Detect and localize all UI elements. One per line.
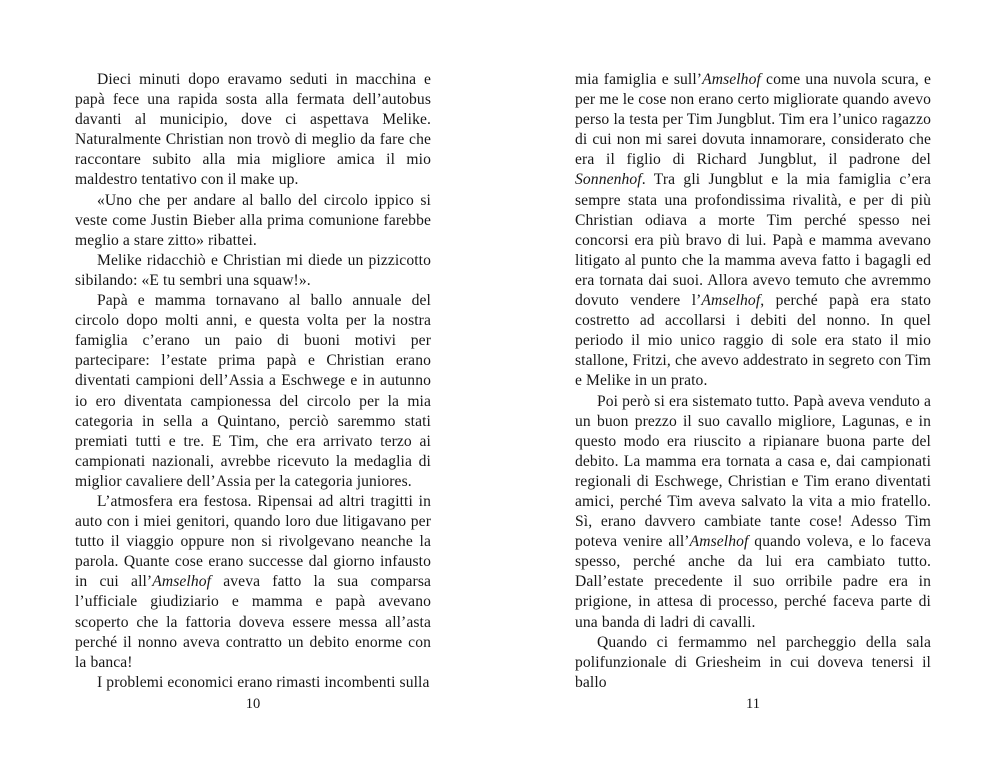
- text-run: . Tra gli Jungblut e la mia famiglia c’era sempre stata una profondissima rivalità, e per di più Christian odiava a morte Tim perché spesso nei concorsi era più bravo di lui. Papà e mamma avevano litigato al punto che la mamma aveva fatto i bagagli ed era tornata dai suoi. Allora avevo temuto che avremmo dovuto vendere l’: [575, 171, 931, 310]
- right-page-text: [575, 70, 931, 693]
- text-run: come una nuvola scura, e per me le cose non erano certo migliorate quando avevo perso la testa per Tim Jungblut. Tim era l’unico ragazzo di cui non mi sarei dovuta innamorare, considerato che era il figlio di Richard Jungblut, il padrone del: [575, 71, 932, 169]
- text-run: quando voleva, e lo faceva spesso, perché anche da lui era cambiato tutto. Dall’estate precedente il suo orribile padre era in prigione, in attesa di processo, perché faceva parte di una banda di ladri di cavalli.: [575, 533, 931, 631]
- paragraph: [75, 251, 431, 291]
- italic-text-run: Amselhof: [689, 533, 749, 551]
- left-page-text: [75, 70, 431, 693]
- paragraph: [575, 633, 931, 693]
- right-page-number: 11: [746, 696, 760, 712]
- text-run: Dieci minuti dopo eravamo seduti in macchina e papà fece una rapida sosta alla fermata dell’autobus davanti al municipio, dove ci aspettava Melike. Naturalmente Christian non trovò di meglio da fare che raccontare subito alla mia migliore amica il mio maldestro tentativo con il make up.: [75, 71, 431, 189]
- paragraph: [75, 673, 431, 693]
- paragraph: [75, 291, 431, 492]
- text-run: «Uno che per andare al ballo del circolo ippico si veste come Justin Bieber alla prima comunione farebbe meglio a stare zitto» ribattei.: [75, 191, 431, 249]
- text-run: L’atmosfera era festosa. Ripensai ad altri tragitti in auto con i miei genitori, quando loro due litigavano per tutto il viaggio oppure non si rivolgevano neanche la parola. Quante cose erano successe dal giorno infausto in cui all’: [75, 492, 431, 591]
- left-page-number: 10: [245, 696, 261, 712]
- text-run: , perché papà era stato costretto ad accollarsi i debiti del nonno. In quel periodo il mio unico raggio di sole era stato il mio stallone, Fritzi, che avevo addestrato in segreto con Tim e Melike in un prato.: [575, 292, 931, 390]
- paragraph: [75, 70, 431, 191]
- text-run: I problemi economici erano rimasti incombenti sulla: [97, 673, 430, 691]
- italic-text-run: Amselhof: [701, 292, 761, 310]
- text-run: mia famiglia e sull’: [575, 71, 703, 88]
- paragraph: [75, 492, 431, 673]
- text-run: Poi però si era sistemato tutto. Papà aveva venduto a un buon prezzo il suo cavallo migliore, Lagunas, e in questo modo era riuscito a ripianare buona parte del debito. La mamma era tornata a casa e, dai campionati regionali di Eschwege, Christian e Tim erano diventati amici, perché Tim aveva salvato la vita a mio fratello. Sì, erano davvero cambiate tante cose! Adesso Tim poteva venire all’: [575, 392, 931, 551]
- italic-text-run: Amselhof: [152, 573, 212, 591]
- text-run: Melike ridacchiò e Christian mi diede un pizzicotto sibilando: «E tu sembri una squaw!».: [75, 251, 431, 289]
- italic-text-run: Amselhof: [702, 71, 761, 88]
- paragraph: [575, 70, 931, 392]
- paragraph: [575, 392, 931, 633]
- paragraph: [75, 191, 431, 251]
- text-run: Quando ci fermammo nel parcheggio della sala polifunzionale di Griesheim in cui doveva tenersi il ballo: [575, 633, 931, 691]
- text-run: Papà e mamma tornavano al ballo annuale del circolo dopo molti anni, e questa volta per la nostra famiglia c’erano un paio di buoni motivi per partecipare: l’estate prima papà e Christian erano diventati campioni dell’Assia a Eschwege e in autunno io ero diventata campionessa del circolo per la mia categoria in sella a Quintano, perciò saremmo stati premiati tutti e tre. E Tim, che era arrivato terzo ai campionati nazionali, avrebbe ricevuto la medaglia di miglior cavaliere dell’Assia per la categoria juniores.: [75, 292, 431, 490]
- italic-text-run: Sonnenhof: [575, 171, 642, 189]
- text-run: aveva fatto la sua comparsa l’ufficiale giudiziario e mamma e papà avevano scoperto che la fattoria doveva essere messa all’asta perché il nonno aveva contratto un debito enorme con la banca!: [75, 573, 432, 671]
